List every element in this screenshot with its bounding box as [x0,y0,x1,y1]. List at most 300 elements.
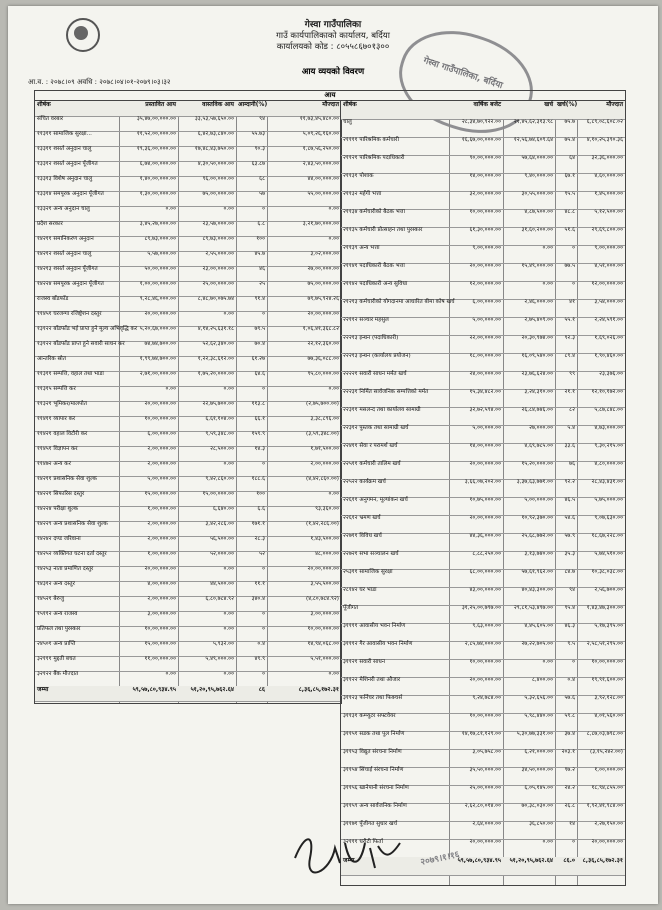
income-cell-col1: ३५,४७,००,०००.०० [136,116,176,122]
expense-cell-col0: २११३२ महँगी भत्ता [343,191,382,197]
income-row [35,566,341,582]
expense-row [341,191,625,210]
expense-cell-col4: ४,६०,०००.०० [594,173,623,179]
expense-row [341,515,625,534]
income-total-row [35,686,341,702]
expense-cell-col3: ८९.४ [564,353,575,359]
expense-cell-col4: ३,९२,१२८.०० [594,695,623,701]
income-cell-col3: १७१.१ [251,521,265,527]
expense-cell-col4: ९,३०,२१५.०० [594,443,623,449]
income-cell-col0: १४२२४ परीक्षा शुल्क [37,506,79,512]
expense-cell-col1: २२,००,०००.०० [469,335,501,341]
expense-cell-col2: ०.०० [542,281,553,287]
income-row [35,341,341,357]
expense-cell-col3: ३३.६ [564,443,575,449]
income-cell-col3: २५ [259,281,265,287]
income-row [35,446,341,462]
income-cell-col1: २०,००,०००.०० [144,311,176,317]
expense-cell-col0: २२५२२ कार्यक्रम खर्च [343,479,386,485]
expense-row [341,119,625,138]
income-cell-col4: ०.०० [328,236,339,242]
income-cell-col3: ४६ [259,266,265,272]
expense-cell-col2: ५,००,०००.०० [524,497,553,503]
expense-cell-col3: ९.५ [567,641,575,647]
expense-cell-col3: ७७.५ [564,263,575,269]
income-cell-col2: ४,३०,५०,०००.०० [197,161,234,167]
expense-cell-col0: २५३११ सामाजिक सुरक्षा [343,569,393,575]
expense-cell-col4: मौज्दात [606,101,623,108]
expense-cell-col1: ५९,५७,८०,९३४.९५ [457,857,501,864]
income-cell-col4: ४८,०००.०० [315,551,339,557]
income-cell-col3: ६१.२७ [251,356,265,362]
expense-cell-col0: ३१११२ गैर आवासीय भवन निर्माण [343,641,413,647]
expense-row [341,281,625,300]
expense-cell-col3: ७६ [569,461,575,467]
income-cell-col4: ५,०९,२६,१६०.०० [302,131,339,137]
income-cell-col4: ०.०० [328,386,339,392]
expense-cell-col3: ५५.१ [564,317,575,323]
income-cell-col3: ८६ [258,686,265,693]
income-row [35,641,341,657]
income-cell-col2: ०.०० [223,461,234,467]
expense-cell-col3: ८६.० [563,857,575,864]
income-cell-col1: प्रस्तावित आय [145,101,176,108]
expense-cell-col4: ५,८७,८४८.०० [594,407,623,413]
income-cell-col4: १,४३,५००.०० [310,536,339,542]
income-row [35,626,341,642]
expense-cell-col1: ६१,३०,०००.०० [469,227,501,233]
income-cell-col4: १४,९४,०६८.०० [307,641,339,647]
income-cell-col0: ११४५१ विज्ञापन कर [37,446,78,452]
expense-cell-col2: १५,४९,०००.०० [521,263,553,269]
income-cell-col1: ११,५२,००,०००.०० [136,131,176,137]
income-cell-col3: ११३.८ [251,401,265,407]
income-cell-col4: ५,५१,०००.०० [310,656,339,662]
income-row [35,671,341,687]
income-cell-col4: १०,००,०००.०० [307,626,339,632]
expense-cell-col4: १,६९,०२६.०० [594,335,623,341]
expense-cell-col3: ४८.८ [564,209,575,215]
income-row [35,236,341,252]
expense-cell-col2: ०.०० [542,839,553,845]
expense-cell-col3: ० [572,659,575,665]
income-row [35,491,341,507]
expense-cell-col0: २२६११ अनुगमन, मूल्यांकन खर्च [343,497,408,503]
expense-cell-col0: २२२३१ निर्मित सार्वजनिक सम्पत्तिको मर्मत [343,389,429,395]
expense-cell-col1: ३२,००,०००.०० [469,191,501,197]
expense-cell-col2: ५,३०,७७,३३१.०० [516,731,553,737]
expense-cell-col3: ६४ [569,155,575,161]
expense-cell-col1: १५,३४,४८२.०० [469,389,501,395]
income-cell-col2: ६,४२,७३,८४०.०० [197,131,234,137]
expense-cell-col4: ३२,३६,०००.०० [591,155,623,161]
income-row [35,506,341,522]
income-cell-col0: १३३२१ अन्य अनुदान चालु [37,206,90,212]
expense-cell-col2: ३४,५०,०००.०० [521,767,553,773]
document-header [8,20,658,53]
expense-row [341,713,625,732]
income-cell-col2: २८,५००.०० [210,446,234,452]
expense-cell-col3: १४ [569,821,575,827]
income-cell-col2: ८९,७३,०००.०० [202,236,234,242]
expense-cell-col4: १,४५,०००.०० [594,191,623,197]
income-cell-col4: १,०६,४१,३६८.८२ [302,326,339,332]
income-row [35,536,341,552]
expense-cell-col3: ८२ [569,407,575,413]
income-section-title: आय [34,90,626,101]
expense-cell-col2: २९,८१,५३,४९७.०० [513,605,553,611]
income-cell-col4: २,००,०००.०० [310,461,339,467]
expense-cell-col2: २,४६,०००.०० [524,299,553,305]
expense-cell-col1: २५,००,०००.०० [469,785,501,791]
income-cell-col4: ०.०० [328,206,339,212]
expense-cell-col3: ६७.१ [564,173,575,179]
income-cell-col4: ९५,८०,०००.०० [307,371,339,377]
income-cell-col1: २०,००,०००.०० [144,566,176,572]
expense-row [341,551,625,570]
income-cell-col0: १४२११ समानिकरण अनुदान [37,236,94,242]
expense-row [341,497,625,516]
expense-cell-col0: २११३५ कर्मचारी प्रोत्साहन तथा पुरस्कार [343,227,423,233]
expense-cell-col4: ४,१०,२५,३९०.३६ [586,137,623,143]
expense-cell-col0: ३२१११ धरौटी फिर्ता [343,839,383,845]
income-cell-col3: ६८ [259,176,265,182]
income-cell-col4: ७५,००,०००.०० [307,281,339,287]
expense-cell-col3: ९४ [569,587,575,593]
expense-cell-col1: १०,००,०००.०० [469,659,501,665]
income-cell-col2: ६,८०,७८४.९२ [205,596,234,602]
expense-cell-col4: २,२७,१५०.०० [594,821,623,827]
income-cell-col1: २,७१,००,०००.०० [139,371,176,377]
income-cell-col0: १३१२२ बाँडफाँड प्राप्त हुने सवारी साधन कर [37,341,125,347]
income-row [35,161,341,177]
expense-cell-col2: ४,६९,७८५.०० [524,443,553,449]
income-cell-col0: १३१२२ बाँडफाँड भई प्राप्त हुने मूल्य अभिवृद्धि कर [37,326,138,332]
income-cell-col1: २,००,०००.०० [147,461,176,467]
expense-cell-col3: ० [572,245,575,251]
income-row [35,596,341,612]
expense-cell-col0: ३११५६ खानेपानी संरचना निर्माण [343,785,409,791]
expense-row [341,587,625,606]
income-cell-col4: (४,४२,८६०.००) [306,476,339,482]
expense-cell-col3: २४.२ [564,785,575,791]
income-cell-col3: ६.६ [257,506,265,512]
expense-cell-col2: २६,८४,७४६.०० [521,407,553,413]
expense-cell-col1: १८,००,०००.०० [469,353,501,359]
income-cell-col1: ५,००,०००.०० [147,476,176,482]
income-cell-col4: ५५,००,०००.०० [307,191,339,197]
expense-cell-col4: १,४३,४७,३००.०० [586,605,623,611]
income-row [35,266,341,282]
expense-cell-col0: २१२१३ कर्मचारीको योगदानमा आधारित बीमा कोष खर्च [343,299,455,305]
income-cell-col0: १४२१३ शसर्त अनुदान पूँजीगत [37,266,98,272]
income-cell-col4: २,४३,५०,०००.०० [302,161,339,167]
expense-cell-col3: ५९.८ [564,713,575,719]
income-cell-col3: ६४.६ [254,371,265,377]
expense-cell-col4: १,९२,४१,९८४.०० [586,803,623,809]
expense-row [341,155,625,174]
income-cell-col2: ६,६१,१०४.०० [205,416,234,422]
income-cell-col2: ०.०० [223,386,234,392]
income-cell-col0: जम्मा [37,686,49,693]
income-cell-col4: ११,७३,४५,४८०.०० [299,116,339,122]
expense-table [340,100,626,886]
expense-cell-col3: ४१ [569,299,575,305]
expense-cell-col0: २८१४२ घर भाडा [343,587,377,593]
income-cell-col3: १०० [256,491,265,497]
income-row [35,611,341,627]
expense-cell-col4: १,९०,४६०.०० [594,353,623,359]
expense-cell-col2: ३६,८५०.०० [529,821,553,827]
income-cell-col4: ३,२१,७०,०००.०० [302,221,339,227]
expense-cell-col1: २०,००,०००.०० [469,515,501,521]
expense-cell-col1: १०,७५,०००.०० [469,497,501,503]
expense-cell-col2: १२,५६,७४,६०९.६४ [513,137,553,143]
expense-cell-col2: १५,२०,०००.०० [521,461,553,467]
income-cell-col2: १७,४८,४३,७५०.०० [194,146,234,152]
income-cell-col4: ०.०० [328,491,339,497]
income-cell-col4: (४,८०,७८४.९२) [306,596,339,602]
expense-cell-col1: १२,००,०००.०० [469,281,501,287]
expense-cell-col1: २४,००,०००.०० [469,371,501,377]
expense-cell-col2: ५१,२०,९५,७६२.६४ [509,857,553,864]
income-row [35,371,341,387]
income-cell-col1: ५,२०,६७,०००.०० [139,326,176,332]
income-row [35,356,341,372]
income-cell-col3: ५५.७३ [251,131,265,137]
income-cell-col3: ७०.४ [254,341,265,347]
expense-cell-col0: ३११५३ विद्युत संरचना निर्माण [343,749,402,755]
income-cell-col1: ७४,७४,७००.०० [144,341,176,347]
income-cell-col0: १५११२ अन्य राजस्व [37,611,78,617]
expense-cell-col0: २२४११ सेवा र परामर्श खर्च [343,443,398,449]
income-cell-col1: १५,००,०००.०० [144,491,176,497]
expense-cell-col3: ७५.४ [564,137,575,143]
income-header-row [35,101,341,117]
expense-cell-col0: पूँजीगत [343,605,359,611]
expense-cell-col1: ३५,५०,०००.०० [469,767,501,773]
expense-cell-col1: २०,००,०००.०० [469,263,501,269]
expense-cell-col3: ५.४ [567,425,575,431]
income-cell-col2: ३,४२,२८६.०० [205,521,234,527]
expense-cell-col1: १०,००,०००.०० [469,713,501,719]
income-cell-col4: ७७,३६,०८८.०० [307,356,339,362]
expense-cell-col3: ९९ [569,371,575,377]
income-cell-col3: आम्दानी(%) [238,101,268,108]
income-cell-col1: ५९,५७,८०,९३४.९५ [132,686,176,693]
expense-cell-col4: (३,१५,२४२.००) [590,749,623,755]
expense-cell-col3: ५७.६ [564,695,575,701]
income-cell-col4: २०,००,०००.०० [307,311,339,317]
expense-cell-col0: ३११२१ सवारी साधन [343,659,385,665]
expense-cell-col0: ३११३१ कम्प्युटर सफ्टवेयर [343,713,396,719]
income-cell-col0: ११४११ व्यापार कर [37,416,76,422]
income-cell-col0: संचित वरबार [37,116,64,122]
income-cell-col3: १०० [256,236,265,242]
income-cell-col1: ०.०० [165,671,176,677]
expense-cell-col2: ४,४५,६०५.०० [524,623,553,629]
expense-cell-col2: ५७,६१,९६२.०० [521,569,553,575]
income-cell-col2: २३,००,०००.०० [202,266,234,272]
expense-cell-col1: ५,००,०००.०० [472,317,501,323]
income-cell-col3: १५९.९ [251,431,265,437]
income-cell-col2: ९,५९,३४८.०० [205,431,234,437]
income-cell-col0: १४३१२ अन्य दस्तुर [37,581,75,587]
income-cell-col3: ०.४ [257,641,265,647]
signature-date: २०७९।१।१६ [419,849,461,868]
expense-cell-col1: ९,६३,०००.०० [472,623,501,629]
expense-cell-col0: ३११७१ पूँजीगत सुधार खर्च [343,821,398,827]
income-cell-col2: ८,४८,७०,०७५.७४ [197,296,234,302]
income-cell-col1: १९,३६,००,०००.०० [136,146,176,152]
income-row [35,551,341,567]
expense-cell-col4: २,२४,५९१.०० [594,317,623,323]
expense-cell-col0: २२५११ कर्मचारी तालिम खर्च [343,461,401,467]
income-row [35,116,341,132]
income-cell-col2: वास्तविक आय [202,101,234,108]
expense-cell-col1: ३२,७२,५९४.०० [469,407,501,413]
fiscal-year-label: आ.व. : २०७८।०९ अवधि : २०७८।०४।०१-२०७९।०३।३२ [28,78,171,86]
income-cell-col3: ३४०.४ [251,596,265,602]
income-cell-col0: आन्तरिक स्रोत [37,356,66,362]
income-cell-col3: ७९.५ [254,326,265,332]
expense-cell-col4: १२,१०,१७२.०० [591,389,623,395]
expense-cell-col2: २०,३०,९७४.०० [521,335,553,341]
expense-cell-col0: २११३१ पोशाक [343,173,374,179]
expense-cell-col0: ३११५१ सडक तथा पुल निर्माण [343,731,405,737]
income-cell-col2: ७५,००,०००.०० [202,191,234,197]
income-cell-col1: २,००,०००.०० [147,596,176,602]
expense-row [341,677,625,696]
expense-cell-col1: १६,६७,००,०००.०० [461,137,501,143]
income-cell-col3: १८८.६ [251,476,265,482]
expense-cell-col3: २०३.१ [561,749,575,755]
expense-cell-col2: ५,९८,४४०.०० [524,713,553,719]
expense-cell-col1: ६,००,०००.०० [472,299,501,305]
income-cell-col2: २,५५,०००.०० [205,251,234,257]
expense-cell-col4: १,००,०००.०० [594,767,623,773]
expense-cell-col4: ४,०१,५६०.०० [594,713,623,719]
document-page [8,6,658,904]
income-cell-col0: १३३१२ शसर्त अनुदान पूँजीगत [37,161,98,167]
expense-cell-col3: खर्च(%) [557,101,578,108]
expense-cell-col2: ४०,४३,३००.०० [521,587,553,593]
expense-cell-col4: ८,८७,०३,७९८.०० [586,731,623,737]
expense-row [341,767,625,786]
expense-cell-col4: ४,५१,०००.०० [594,263,623,269]
income-cell-col3: ९०.३ [254,146,265,152]
signature [290,828,410,878]
expense-row [341,785,625,804]
income-cell-col3: ० [262,386,265,392]
income-cell-col0: १३३११ शसर्त अनुदान चालु [37,146,92,152]
income-cell-col3: ० [262,206,265,212]
expense-row [341,317,625,336]
expense-cell-col2: ५७,६४,०००.०० [521,155,553,161]
expense-cell-col1: २८,३४,७०,९२२.०० [461,119,501,125]
income-cell-col0: १४२५२ व्यक्तिगत घटना दर्ता दस्तुर [37,551,107,557]
income-cell-col1: ४,००,०००.०० [147,581,176,587]
expense-cell-col4: २९,६९,८००.०० [591,227,623,233]
expense-cell-col2: ३,२४,३१०.०० [524,389,553,395]
income-cell-col3: ० [262,671,265,677]
income-row [35,281,341,297]
income-cell-col2: ५६,५००.०० [210,536,234,542]
income-cell-col1: ९,२८,४६,०००.०० [139,296,176,302]
expense-cell-col4: १८,६७,२२८.०० [591,533,623,539]
income-cell-col0: १४२२९ अन्य प्रशासनिक सेवा शुल्क [37,521,108,527]
expense-cell-col0: २२६१२ भ्रमण खर्च [343,515,381,521]
income-cell-col3: ४५.७ [254,251,265,257]
expense-cell-col2: १६,०९,५४०.०० [521,353,553,359]
header-line1: गेस्वा गाउँपालिका [304,20,362,30]
income-cell-col4: १,७१,५००.०० [310,446,339,452]
income-cell-col0: १४२१२ शसर्त अनुदान चालु [37,251,92,257]
income-row [35,581,341,597]
expense-cell-col1: ८,८८,२५०.०० [472,551,501,557]
expense-cell-col3: ४६.५ [564,497,575,503]
expense-cell-col2: ४,८७,५००.०० [524,209,553,215]
expense-row [341,479,625,498]
expense-cell-col2: ६,२१,०००.०० [524,749,553,755]
expense-cell-col3: ५१.६ [564,227,575,233]
income-cell-col4: ३,५५,५००.०० [310,581,339,587]
expense-cell-col4: ५,१२,५००.०० [594,209,623,215]
expense-cell-col1: ३,०५,७५८.०० [472,749,501,755]
expense-row [341,605,625,624]
income-cell-col1: ५०,००,०००.०० [144,266,176,272]
expense-cell-col4: ९,००,०००.०० [594,245,623,251]
expense-cell-col1: ९०,००,०००.०० [469,155,501,161]
expense-cell-col1: २०,००,०००.०० [469,461,501,467]
expense-cell-col1: २,६२,८०,०१४.०० [464,803,501,809]
income-cell-col0: प्रदेश सरकार [37,221,63,227]
expense-row [341,245,625,264]
income-table [34,100,342,704]
income-row [35,206,341,222]
expense-cell-col1: ४३,००,०००.०० [469,587,501,593]
expense-cell-col2: २३,७६,६२४.०० [521,371,553,377]
income-cell-col2: ०.०० [223,566,234,572]
expense-cell-col1: १४,१७,८१,१२९.०० [461,731,501,737]
income-row [35,221,341,237]
expense-cell-col2: ९,४०,०००.०० [524,173,553,179]
income-cell-col0: ११३११ सम्पत्ति, वहाल तथा भाडा [37,371,104,377]
income-cell-col1: १०,००,०००.०० [144,416,176,422]
income-row [35,416,341,432]
income-row [35,146,341,162]
expense-row [341,407,625,426]
expense-cell-col3: ९७.२ [564,767,575,773]
income-row [35,521,341,537]
expense-cell-col4: ५,७५,०००.०० [594,497,623,503]
expense-row [341,623,625,642]
expense-cell-col3: ३५.३ [564,551,575,557]
income-cell-col2: ५२,०००.०० [210,551,234,557]
income-cell-col1: १,४०,००,०००.०० [139,176,176,182]
expense-cell-col0: २११३४ कर्मचारीको बैठक भत्ता [343,209,405,215]
income-cell-col0: १४२५३ नाता प्रमाणित दस्तुर [37,566,94,572]
income-row [35,476,341,492]
expense-row [341,227,625,246]
expense-cell-col0: २२७११ विविध खर्च [343,533,382,539]
income-cell-col4: ०.०० [328,671,339,677]
income-cell-col1: १,३०,००,०००.०० [139,191,176,197]
income-cell-col1: १,००,००,०००.०० [139,281,176,287]
income-cell-col0: ११४२१ वहाल विटौरी कर [37,431,88,437]
expense-cell-col1: ४४,३६,०००.०० [469,533,501,539]
income-cell-col4: ३,००,०००.०० [310,611,339,617]
